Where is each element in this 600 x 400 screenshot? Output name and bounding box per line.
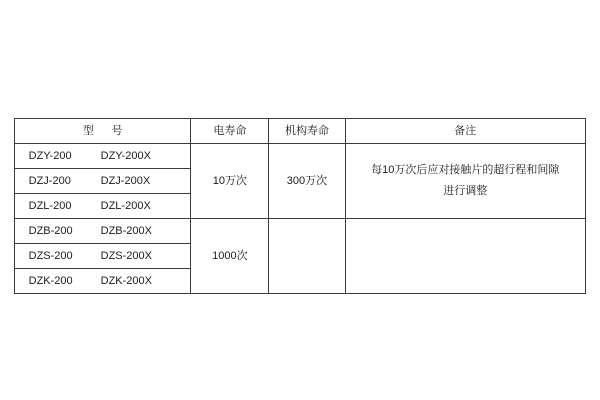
electrical-life-group-2: 1000次 (191, 219, 269, 294)
model-code-variant: DZL-200X (100, 199, 151, 212)
table-header-row (15, 119, 586, 144)
model-cell (15, 219, 191, 244)
remark-line-2: 进行调整 (443, 185, 488, 197)
mechanical-life-group-1: 300万次 (269, 144, 345, 219)
mechanical-life-group-2 (269, 219, 345, 294)
header-remark: 备注 (345, 119, 585, 144)
model-cell (15, 269, 191, 294)
model-code-primary: DZK-200 (28, 274, 73, 287)
table-row (15, 144, 586, 169)
model-code-variant: DZJ-200X (100, 174, 151, 187)
header-mechanical-life: 机构寿命 (269, 119, 345, 144)
model-code-variant: DZS-200X (100, 249, 152, 262)
model-code-variant: DZB-200X (100, 224, 152, 237)
model-code-primary: DZB-200 (28, 224, 73, 237)
model-cell (15, 169, 191, 194)
remark-line-1: 每10万次后应对接触片的超行程和间隙 (371, 164, 560, 177)
spec-table (14, 118, 586, 294)
model-code-primary: DZS-200 (28, 249, 73, 262)
spec-table-container (14, 118, 586, 294)
model-code-primary: DZY-200 (28, 149, 72, 162)
model-code-primary: DZJ-200 (28, 174, 71, 187)
table-row (15, 219, 586, 244)
model-cell (15, 144, 191, 169)
header-model: 型 号 (15, 119, 191, 144)
model-code-variant: DZY-200X (100, 149, 151, 162)
header-electrical-life: 电寿命 (191, 119, 269, 144)
model-code-primary: DZL-200 (28, 199, 72, 212)
model-code-variant: DZK-200X (100, 274, 152, 287)
model-cell (15, 194, 191, 219)
model-cell (15, 244, 191, 269)
electrical-life-group-1: 10万次 (191, 144, 269, 219)
remark-group-2 (345, 219, 585, 294)
remark-group-1 (345, 144, 585, 219)
